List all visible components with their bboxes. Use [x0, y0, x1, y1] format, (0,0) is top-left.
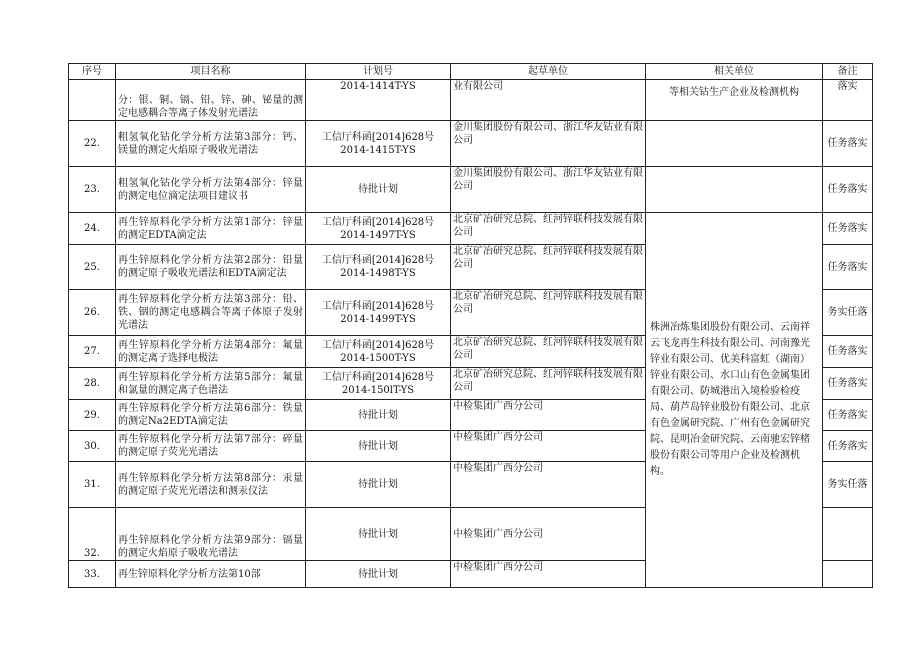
project-name-cell: 再生锌原料化学分析方法第5部分：氟量和氯量的测定离子色谱法	[116, 368, 306, 400]
plan-number-cell: 工信厅科函[2014]628号2014-1500T-YS	[306, 336, 451, 368]
plan-number-cell: 待批计划	[306, 167, 451, 213]
project-name-cell: 再生锌原料化学分析方法第10部	[116, 561, 306, 588]
plan-number-cell: 工信厅科函[2014]628号2014-1498T-YS	[306, 245, 451, 290]
plan-number-cell: 工信厅科函[2014]628号2014-1415T-YS	[306, 121, 451, 167]
project-name-cell: 粗氢氧化钴化学分析方法第4部分：锌量的测定电位滴定法项目建议书	[116, 167, 306, 213]
drafting-unit-cell: 金川集团股份有限公司、浙江华友钴业有限公司	[451, 167, 646, 213]
standards-table	[68, 63, 873, 588]
plan-number-cell: 待批计划	[306, 400, 451, 431]
serial-cell: 28.	[69, 368, 116, 400]
related-unit-cell	[646, 167, 823, 213]
drafting-unit-cell: 北京矿冶研究总院、红河锌联科技发展有限公司	[451, 213, 646, 245]
drafting-unit-cell: 北京矿冶研究总院、红河锌联科技发展有限公司	[451, 368, 646, 400]
table-row	[69, 121, 873, 167]
serial-cell: 25.	[69, 245, 116, 290]
related-unit-merged-cell: 株洲冶炼集团股份有限公司、云南祥云飞龙再生科技有限公司、河南豫光锌业有限公司、优美科富虹（湖南）锌业有限公司、水口山有色金属集团有限公司、防城港出入境检验检疫局、葫芦岛锌业股份有限公司、北京有色金属研究院、广州有色金属研究院、昆明冶金研究院、云南驰宏锌楮股份有限公司等用户企业及检测机构。	[646, 213, 823, 588]
serial-cell: 22.	[69, 121, 116, 167]
plan-number-cell: 待批计划	[306, 431, 451, 462]
related-unit-cell	[823, 561, 873, 588]
serial-cell: 33.	[69, 561, 116, 588]
plan-number-cell: 2014-1414T-YS	[306, 80, 451, 121]
serial-cell	[69, 80, 116, 121]
plan-number-cell: 工信厅科函[2014]628号2014-1497T-YS	[306, 213, 451, 245]
plan-number-cell: 待批计划	[306, 508, 451, 561]
table-row	[69, 213, 873, 245]
drafting-unit-cell: 业有限公司	[451, 80, 646, 121]
drafting-unit-cell: 中检集团广西分公司	[451, 431, 646, 462]
remark-cell: 任务落实	[823, 167, 873, 213]
remark-cell: 任务落实	[823, 368, 873, 400]
drafting-unit-cell: 中检集团广西分公司	[451, 462, 646, 508]
header-row	[69, 64, 873, 80]
serial-cell: 29.	[69, 400, 116, 431]
drafting-unit-cell: 中检集团广西分公司	[451, 400, 646, 431]
table-row	[69, 80, 873, 121]
drafting-unit-cell: 北京矿冶研究总院、红河锌联科技发展有限公司	[451, 336, 646, 368]
plan-number-cell: 工信厅科函[2014]628号2014-150lT-YS	[306, 368, 451, 400]
serial-cell: 27.	[69, 336, 116, 368]
drafting-unit-cell: 北京矿冶研究总院、红河锌联科技发展有限公司	[451, 290, 646, 336]
project-name-cell: 再生锌原料化学分析方法第8部分：汞量的测定原子荧光光谱法和测汞仪法	[116, 462, 306, 508]
project-name-cell: 粗氢氧化钴化学分析方法第3部分：钙、镁量的测定火焰原子吸收光谱法	[116, 121, 306, 167]
plan-number-cell: 待批计划	[306, 462, 451, 508]
header-drafting-unit: 起草单位	[451, 64, 646, 80]
drafting-unit-cell: 中检集团广西分公司	[451, 508, 646, 561]
project-name-cell: 再生锌原料化学分析方法第6部分：铁量的测定Na2EDTA滴定法	[116, 400, 306, 431]
table-row	[69, 167, 873, 213]
remark-cell: 任务落实	[823, 336, 873, 368]
project-name-cell: 再生锌原料化学分析方法第4部分：氟量的测定离子选择电极法	[116, 336, 306, 368]
remark-cell: 任务落实	[823, 400, 873, 431]
related-unit-cell: 等相关钴生产企业及检测机构	[646, 80, 823, 121]
plan-number-cell: 工信厅科函[2014]628号2014-1499T-YS	[306, 290, 451, 336]
plan-number-cell: 待批计划	[306, 561, 451, 588]
project-name-cell: 再生锌原料化学分析方法第7部分：碎量的测定原子荧光光谱法	[116, 431, 306, 462]
serial-cell: 32.	[69, 508, 116, 561]
header-project-name: 项目名称	[116, 64, 306, 80]
remark-cell: 任务落实	[823, 431, 873, 462]
remark-cell: 任务落实	[823, 213, 873, 245]
project-name-cell: 再生锌原料化学分析方法第2部分：铅量的测定原子吸收光谱法和EDTA滴定法	[116, 245, 306, 290]
project-name-cell: 再生锌原料化学分析方法第1部分：锌量的测定EDTA滴定法	[116, 213, 306, 245]
remark-cell: 任务落实	[823, 121, 873, 167]
header-remark: 备注	[823, 64, 873, 80]
drafting-unit-cell: 北京矿冶研究总院、红河锌联科技发展有限公司	[451, 245, 646, 290]
serial-cell: 23.	[69, 167, 116, 213]
related-unit-cell	[646, 121, 823, 167]
remark-cell: 任务落实	[823, 245, 873, 290]
serial-cell: 31.	[69, 462, 116, 508]
header-plan-number: 计划号	[306, 64, 451, 80]
project-name-cell: 再生锌原料化学分析方法第9部分：镉量的测定火焰原子吸收光谱法	[116, 508, 306, 561]
drafting-unit-cell: 金川集团股份有限公司、浙江华友钴业有限公司	[451, 121, 646, 167]
related-unit-cell	[823, 508, 873, 561]
remark-cell: 务实任落	[823, 290, 873, 336]
serial-cell: 24.	[69, 213, 116, 245]
header-serial: 序号	[69, 64, 116, 80]
serial-cell: 26.	[69, 290, 116, 336]
project-name-cell: 分：银、铜、镉、铅、锌、砷、铋量的测定电感耦合等离子体发射光谱法	[116, 80, 306, 121]
header-related-unit: 相关单位	[646, 64, 823, 80]
serial-cell: 30.	[69, 431, 116, 462]
remark-cell: 务实任落	[823, 462, 873, 508]
drafting-unit-cell: 中检集团广西分公司	[451, 561, 646, 588]
remark-cell: 落实	[823, 80, 873, 121]
project-name-cell: 再生锌原料化学分析方法第3部分：铅、铁、铟的测定电感耦合等离子体原子发射光谱法	[116, 290, 306, 336]
